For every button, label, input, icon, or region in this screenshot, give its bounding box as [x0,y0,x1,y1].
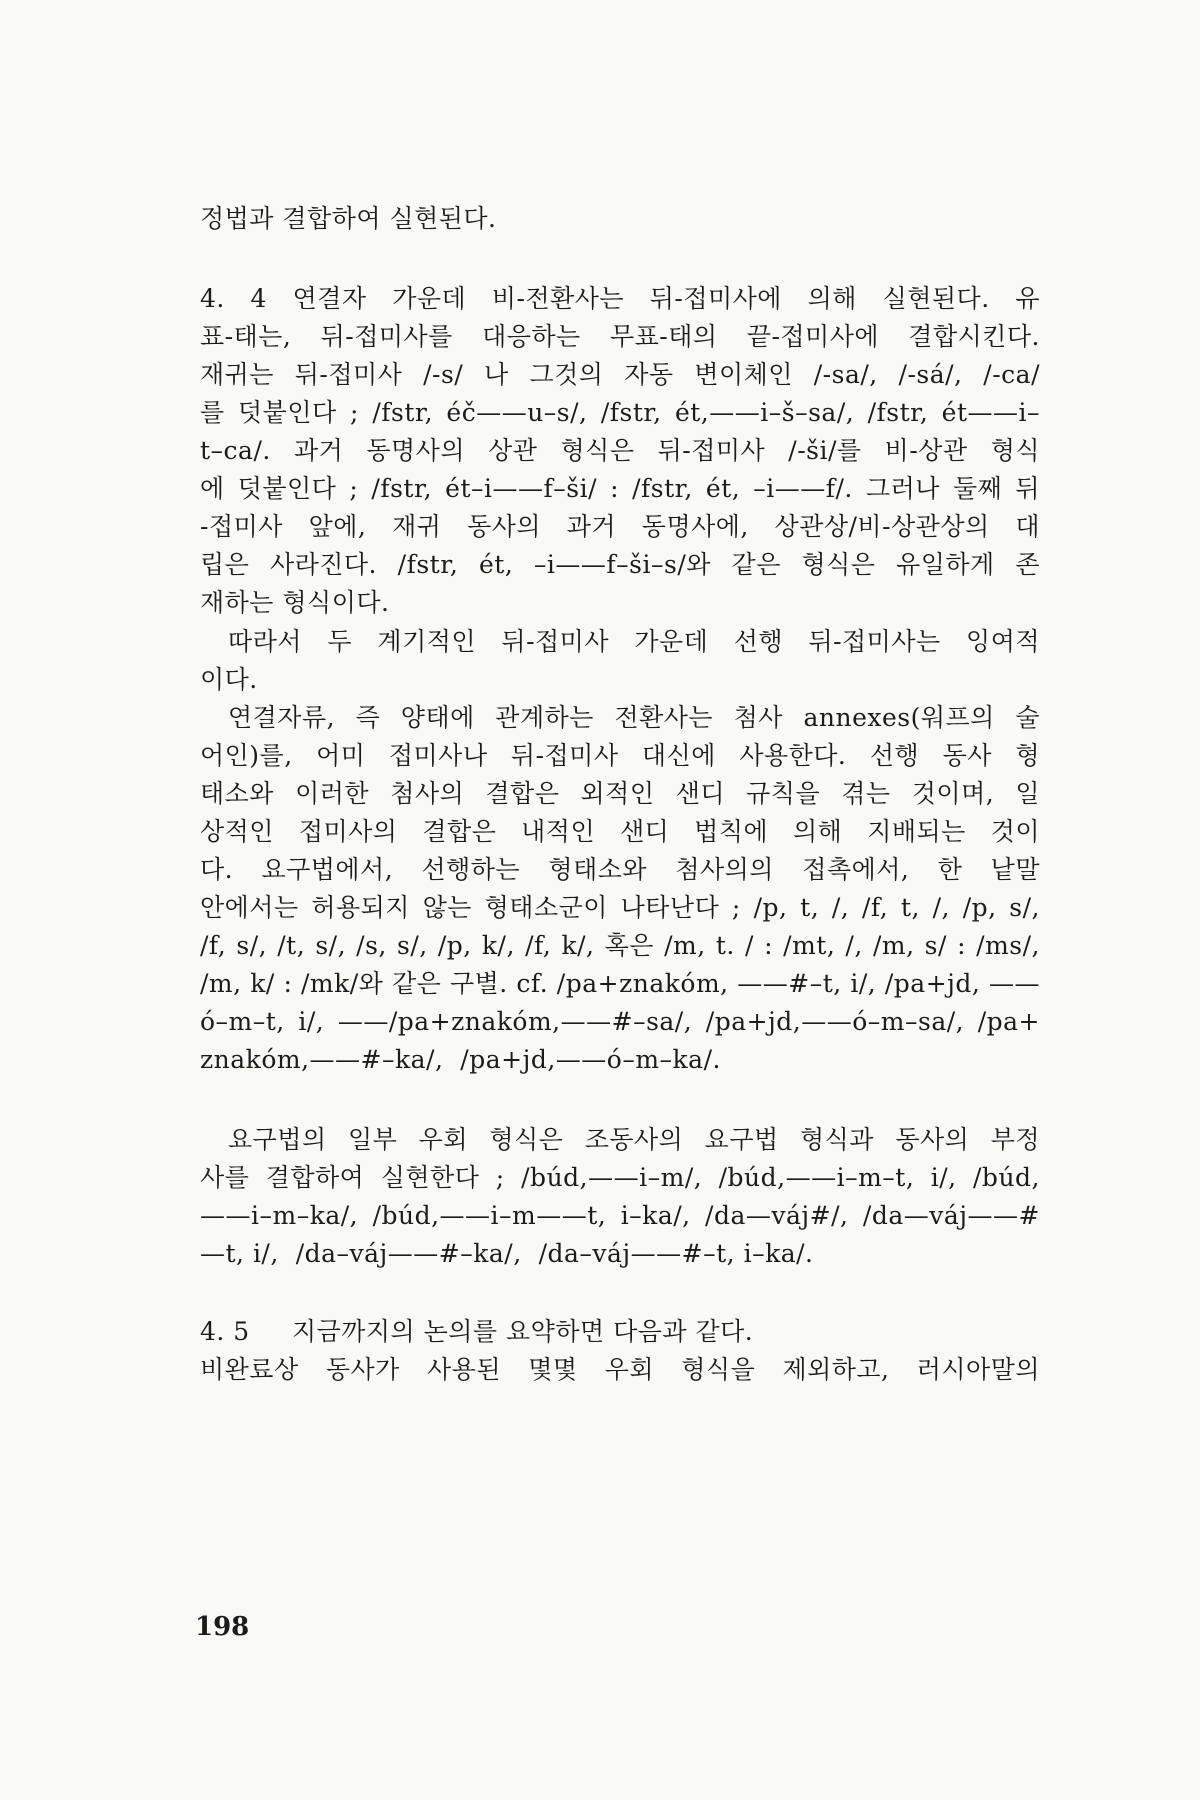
section-4-5-paragraph [200,1313,1040,1389]
text-line: 따라서 두 계기적인 뒤-접미사 가운데 선행 뒤-접미사는 잉여적 [228,627,1040,656]
text-line: /m, k/ : /mk/와 같은 구별. cf. /pa+znakóm, ——#–t, i/, /pa+jd, —— [200,969,1040,998]
text-line: 비완료상 동사가 사용된 몇몇 우회 형식을 제외하고, 러시아말의 [200,1355,1040,1384]
text-line: 안에서는 허용되지 않는 형태소군이 나타난다 ; /p, t, /, /f, t, /, /p, s/, [200,893,1040,922]
text-line: 4. 4 연결자 가운데 비-전환사는 뒤-접미사에 의해 실현된다. 유 [200,284,1040,313]
text-line: 어인)를, 어미 접미사나 뒤-접미사 대신에 사용한다. 선행 동사 형 [200,741,1040,770]
text-line: 에 덧붙인다 ; /fstr, ét–i——f–ši/ : /fstr, ét, –i——f/. 그러나 둘째 뒤 [200,474,1040,503]
text-line: —t, i/, /da–váj——#–ka/, /da–váj——#–t, i–ka/. [200,1239,814,1268]
text-line: 다. 요구법에서, 선행하는 형태소와 첨사의의 접촉에서, 한 낱말 [200,855,1040,884]
text-line: 태소와 이러한 첨사의 결합은 외적인 샌디 규칙을 겪는 것이며, 일 [200,779,1040,808]
text-line: 상적인 접미사의 결합은 내적인 샌디 법칙에 의해 지배되는 것이 [200,817,1040,846]
annexes-paragraph [200,699,1040,1079]
section-4-4-paragraph [200,280,1040,622]
text-line: 4. 5 지금까지의 논의를 요약하면 다음과 같다. [200,1317,754,1346]
text-line: ——i–m–ka/, /búd,——i–m——t, i–ka/, /da—váj#/, /da—váj——# [200,1201,1040,1230]
text-line: 연결자류, 즉 양태에 관계하는 전환사는 첨사 annexes(워프의 술 [228,703,1040,732]
imperative-paragraph [200,1121,1040,1273]
text-line: 를 덧붙인다 ; /fstr, éč——u–s/, /fstr, ét,——i–š–sa/, /fstr, ét——i– [200,398,1040,427]
text-line: 립은 사라진다. /fstr, ét, –i——f–ši–s/와 같은 형식은 유일하게 존 [200,550,1040,579]
text-line: /f, s/, /t, s/, /s, s/, /p, k/, /f, k/, 혹은 /m, t. / : /mt, /, /m, s/ : /ms/, [200,931,1040,960]
text-line: -접미사 앞에, 재귀 동사의 과거 동명사에, 상관상/비-상관상의 대 [200,512,1040,541]
text-line: 재하는 형식이다. [200,588,390,617]
text-line: 요구법의 일부 우회 형식은 조동사의 요구법 형식과 동사의 부정 [228,1125,1040,1154]
text-line: 정법과 결합하여 실현된다. [200,204,497,233]
text-line: 사를 결합하여 실현한다 ; /búd,——i–m/, /búd,——i–m–t, i/, /búd, [200,1163,1040,1192]
text-line: znakóm,——#–ka/, /pa+jd,——ó–m–ka/. [200,1045,721,1074]
text-line: t–ca/. 과거 동명사의 상관 형식은 뒤-접미사 /-ši/를 비-상관 형식 [200,436,1040,465]
page-number: 198 [195,1612,250,1642]
continuation-paragraph [200,200,1040,238]
redundant-suffix-paragraph [200,623,1040,699]
text-line: ó–m–t, i/, ——/pa+znakóm,——#–sa/, /pa+jd,——ó–m–sa/, /pa+ [200,1007,1040,1036]
text-line: 재귀는 뒤-접미사 /-s/ 나 그것의 자동 변이체인 /-sa/, /-sá/, /-ca/ [200,360,1040,389]
text-line: 표-태는, 뒤-접미사를 대응하는 무표-태의 끝-접미사에 결합시킨다. [200,322,1040,351]
text-line: 이다. [200,665,258,694]
